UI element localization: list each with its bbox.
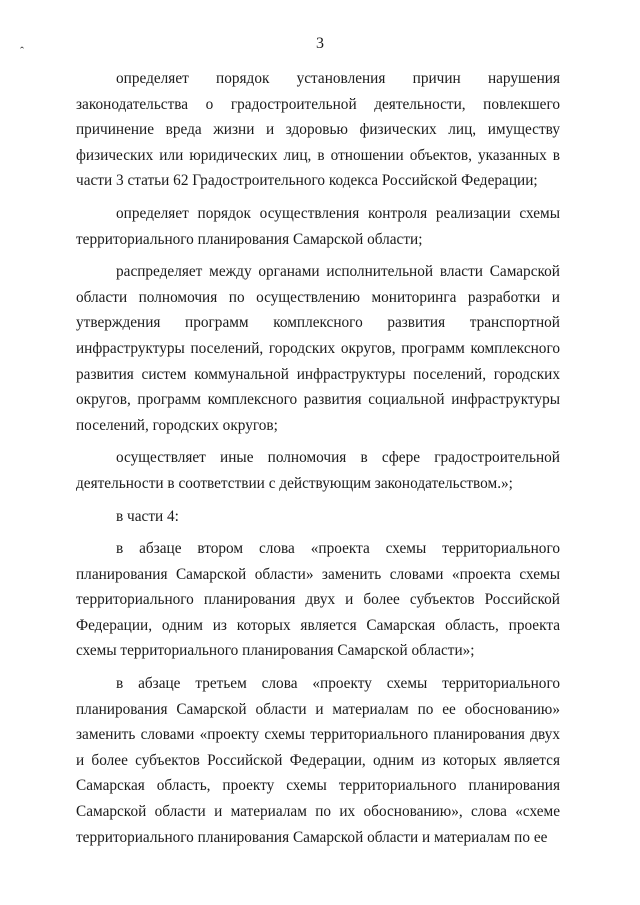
paragraph: в абзаце третьем слова «проекту схемы территориального планирования Самарской области и материалам по ее обоснованию» заменить словами «проекту схемы территориального планирования двух и более субъектов Российской Федерации, одним из которых является Самарская область, проекту схемы территориального планирования Самарской области и материалам по их обоснованию», слова «схеме территориального планирования Самарской области и материалам по ее: [76, 675, 560, 846]
paragraph: в абзаце втором слова «проекта схемы территориального планирования Самарской области» заменить словами «проекта схемы территориального планирования двух и более субъектов Российской Федерации, одним из которых является Самарская область, проекта схемы территориального планирования Самарской области»;: [76, 540, 560, 660]
document-body: [76, 66, 560, 857]
margin-mark: ˆ: [20, 44, 24, 58]
paragraph: распределяет между органами исполнительной власти Самарской области полномочия по осуществлению мониторинга разработки и утверждения программ комплексного развития транспортной инфраструктуры поселений, городских округов, программ комплексного развития систем коммунальной инфраструктуры поселений, городских округов, программ комплексного развития социальной инфраструктуры поселений, городских округов;: [76, 263, 560, 434]
paragraph: определяет порядок осуществления контроля реализации схемы территориального планирования Самарской области;: [76, 204, 560, 248]
paragraph: в части 4:: [116, 507, 179, 525]
page-number: 3: [316, 35, 324, 52]
paragraph: осуществляет иные полномочия в сфере градостроительной деятельности в соответствии с действующим законодательством.»;: [76, 449, 560, 492]
paragraph: определяет порядок установления причин нарушения законодательства о градостроительной деятельности, повлекшего причинение вреда жизни и здоровью физических лиц, имуществу физических или юридических лиц, в отношении объектов, указанных в части 3 статьи 62 Градостроительного кодекса Российской Федерации;: [76, 70, 560, 190]
